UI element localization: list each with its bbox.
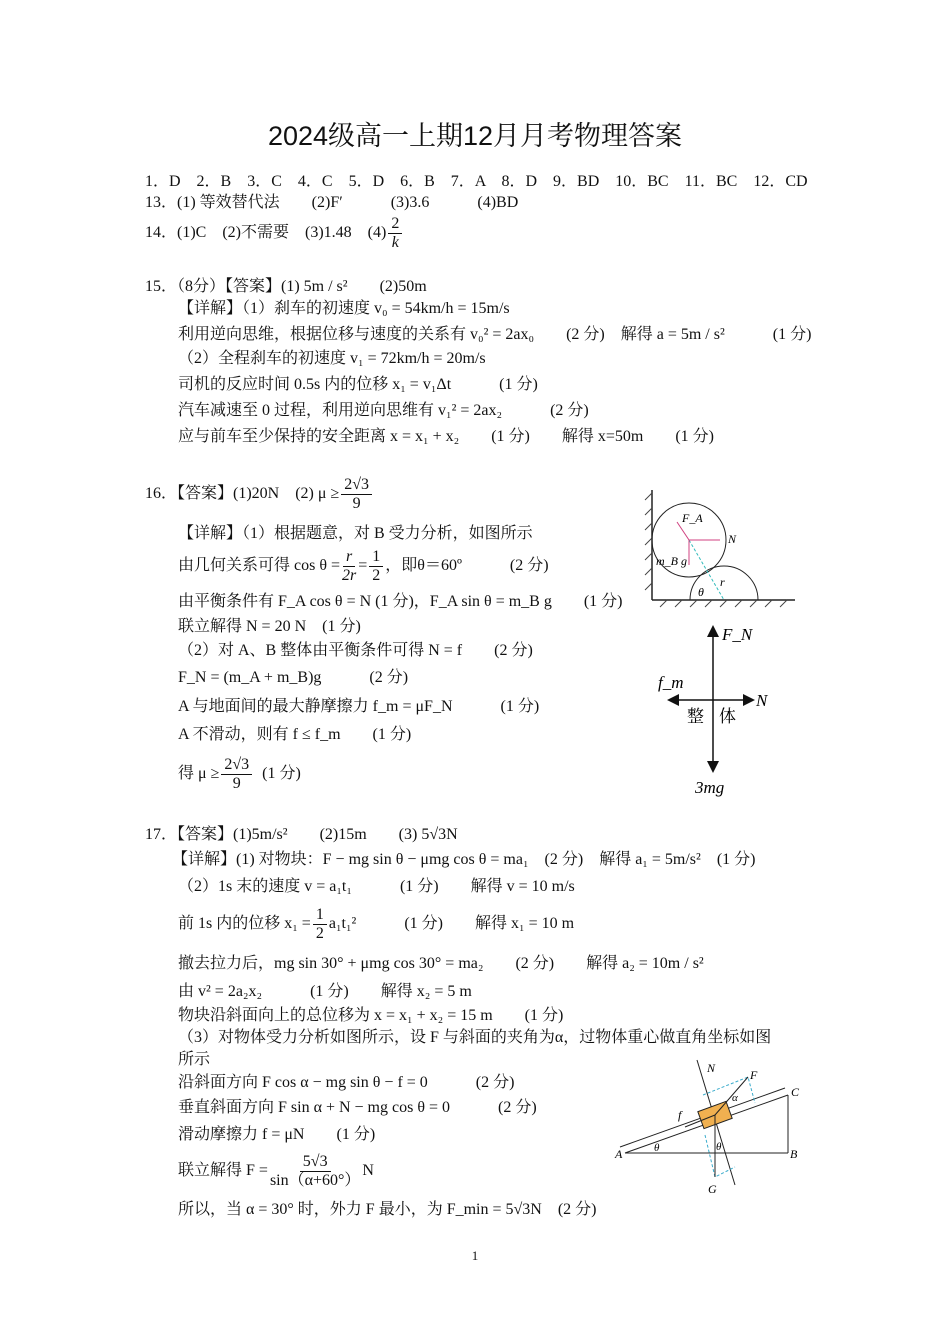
q13-answer: 13．(1) 等效替代法 (2)F′ (3)3.6 (4)BD: [145, 194, 519, 211]
fraction: [388, 215, 402, 252]
q17-line: 滑动摩擦力 f = μN (1 分): [178, 1126, 376, 1143]
page-title: 2024级高一上期12月月考物理答案: [267, 121, 683, 151]
q17-line: [178, 906, 574, 943]
q15-line: 【详解】（1）刹车的初速度 v₀ = 54km/h = 15m/s: [178, 300, 510, 317]
q17-line: 所以，当 α = 30° 时，外力 F 最小，为 F_min = 5√3N (2 分): [178, 1201, 597, 1218]
label-FA: F_A: [682, 511, 703, 525]
sphere-force-diagram: [640, 485, 800, 610]
text: 联立解得 F =: [178, 1162, 268, 1180]
q16-line: [178, 548, 549, 585]
text: ，即θ＝60º (2 分): [385, 557, 549, 575]
q17-line: （3）对物体受力分析如图所示，设 F 与斜面的夹角为α，过物体重心做直角坐标如图: [178, 1029, 772, 1046]
q17-line: 撤去拉力后，mg sin 30° + μmg cos 30° = ma₂ (2 分) 解得 a₂ = 10m / s²: [178, 955, 704, 972]
denominator: 9: [352, 495, 361, 512]
q17-line: 由 v² = 2a₂x₂ (1 分) 解得 x₂ = 5 m: [178, 983, 472, 1000]
q15-line: 利用逆向思维，根据位移与速度的关系有 v₀² = 2ax₀ (2 分) 解得 a = 5m / s² (1 分): [178, 326, 812, 343]
label-r: r: [720, 575, 725, 589]
whole-body-force-diagram: [650, 620, 790, 800]
fraction: [341, 476, 372, 513]
label-alpha: α: [732, 1092, 738, 1104]
numerator: 2√3: [221, 756, 252, 775]
q17-line: 所示: [178, 1051, 211, 1068]
label-ti: 体: [719, 707, 736, 726]
label-N: N: [756, 691, 768, 710]
q16-line: 【详解】（1）根据题意，对 B 受力分析，如图所示: [178, 525, 533, 542]
q16-line: [178, 756, 301, 793]
label-mBg: m_B g: [656, 554, 687, 568]
denominator: 9: [232, 775, 241, 792]
text: a₁t₁² (1 分) 解得 x₁ = 10 m: [328, 915, 575, 933]
q14-answer: [145, 215, 404, 252]
numerator: r: [343, 548, 355, 567]
q16-line: 联立解得 N = 20 N (1 分): [178, 618, 361, 635]
q15-line: 应与前车至少保持的安全距离 x = x₁ + x₂ (1 分) 解得 x=50m (1 分): [178, 428, 714, 445]
q16-line: A 不滑动，则有 f ≤ f_m (1 分): [178, 726, 412, 743]
denominator: 2: [372, 567, 381, 584]
label-zheng: 整: [687, 707, 704, 726]
label-theta: θ: [698, 585, 704, 599]
fraction: [221, 756, 252, 793]
denominator: 2: [315, 925, 324, 942]
label-3mg: 3mg: [695, 778, 725, 797]
q16-line: （2）对 A、B 整体由平衡条件可得 N = f (2 分): [178, 642, 533, 659]
q16-line: F_N = (m_A + m_B)g (2 分): [178, 669, 409, 686]
q16-line: A 与地面间的最大静摩擦力 f_m = μF_N (1 分): [178, 698, 540, 715]
fraction: [369, 548, 383, 585]
q16-answer: [145, 476, 374, 513]
text: N: [362, 1162, 374, 1180]
label-N: N: [728, 532, 737, 546]
q17-line: 沿斜面方向 F cos α − mg sin θ − f = 0 (2 分): [178, 1074, 515, 1091]
text: (1 分): [262, 765, 301, 783]
numerator: 2√3: [341, 476, 372, 495]
text: 得 μ ≥: [178, 765, 220, 783]
text: 由几何关系可得 cos θ =: [178, 557, 341, 575]
numerator: 5√3: [300, 1153, 331, 1172]
fraction: [270, 1153, 360, 1190]
label-G: G: [708, 1182, 717, 1196]
q17-line: 垂直斜面方向 F sin α + N − mg cos θ = 0 (2 分): [178, 1099, 537, 1116]
text: =: [358, 557, 368, 575]
q15-line: 司机的反应时间 0.5s 内的位移 x₁ = v₁Δt (1 分): [178, 376, 538, 393]
denominator: 2r: [342, 567, 357, 584]
numerator: 2: [388, 215, 402, 234]
q17-answer: 17．【答案】(1)5m/s² (2)15m (3) 5√3N: [145, 826, 458, 843]
q16-line: 由平衡条件有 F_A cos θ = N (1 分)，F_A sin θ = m_B g (1 分): [178, 593, 623, 610]
label-A: A: [615, 1147, 623, 1161]
q17-line: 物块沿斜面向上的总位移为 x = x₁ + x₂ = 15 m (1 分): [178, 1007, 564, 1024]
denominator: k: [391, 234, 399, 251]
denominator: sin（α+60°）: [269, 1172, 361, 1189]
label-C: C: [791, 1085, 800, 1099]
fraction: [313, 906, 327, 943]
numerator: 1: [313, 906, 327, 925]
label-N: N: [707, 1061, 716, 1075]
q14-text: 14．(1)C (2)不需要 (3)1.48 (4): [145, 224, 387, 242]
q17-line: [178, 1153, 374, 1190]
q15-line: （2）全程刹车的初速度 v₁ = 72km/h = 20m/s: [178, 350, 486, 367]
label-fm: f_m: [658, 673, 684, 692]
q15-answer: 15．（8分）【答案】(1) 5m / s² (2)50m: [145, 278, 427, 295]
numerator: 1: [369, 548, 383, 567]
q15-line: 汽车减速至 0 过程，利用逆向思维有 v₁² = 2ax₂ (2 分): [178, 402, 589, 419]
fraction: [342, 548, 356, 585]
q17-line: 【详解】(1) 对物块：F − mg sin θ − μmg cos θ = ma₁ (2 分) 解得 a₁ = 5m/s² (1 分): [172, 851, 756, 868]
page-number: 1: [471, 1248, 479, 1263]
incline-force-diagram: [610, 1055, 810, 1200]
q16-answer-text: 16．【答案】(1)20N (2) μ ≥: [145, 485, 340, 503]
label-FN: F_N: [722, 625, 753, 644]
text: 前 1s 内的位移 x₁ =: [178, 915, 311, 933]
label-B: B: [790, 1147, 798, 1161]
label-f: f: [678, 1108, 682, 1122]
label-F: F: [750, 1068, 758, 1082]
mc-answers: 1．D 2．B 3．C 4．C 5．D 6．B 7．A 8．D 9．BD 10．BC 11．BC 12．CD: [145, 173, 808, 190]
label-theta: θ: [716, 1141, 722, 1153]
label-theta: θ: [654, 1142, 660, 1154]
q17-line: （2）1s 末的速度 v = a₁t₁ (1 分) 解得 v = 10 m/s: [178, 878, 575, 895]
